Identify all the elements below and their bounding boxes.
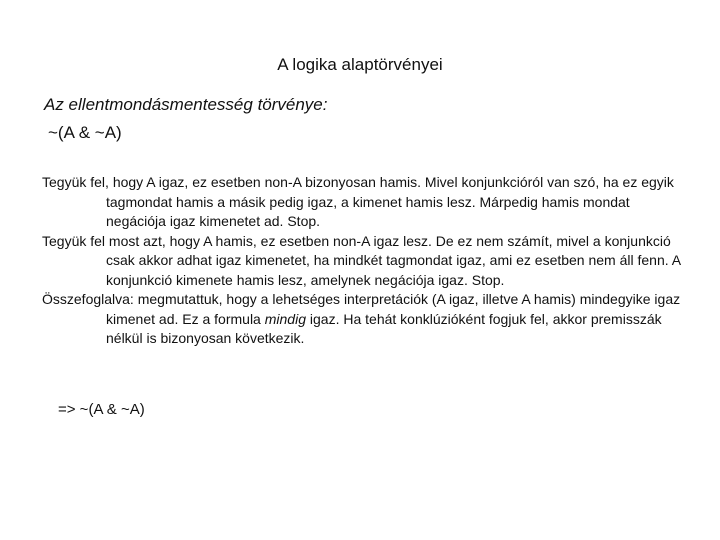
- paragraph-a-false: Tegyük fel most azt, hogy A hamis, ez esetben non-A igaz lesz. De ez nem számít, mivel a konjunkció csak akkor adhat igaz kimenetet, ha mindkét tagmondat igaz, ami ez esetben nem áll fenn. A konjunkció kimenete hamis lesz, amelynek negációja igaz. Stop.: [42, 232, 681, 288]
- law-heading: Az ellentmondásmentesség törvénye:: [44, 95, 328, 114]
- summary-emphasis: mindig: [264, 310, 306, 327]
- summary-text-after: igaz. Ha tehát konklúzióként fogjuk fel, akkor premisszák nélkül is bizonyosan következik.: [106, 310, 662, 346]
- paragraph-a-true: Tegyük fel, hogy A igaz, ez esetben non-A bizonyosan hamis. Mivel konjunkcióról van szó, ha ez egyik tagmondat hamis a másik pedig igaz, a kimenet hamis lesz. Márpedig hamis mondat negációja igaz kimenetet ad. Stop.: [42, 174, 674, 229]
- law-formula: ~(A & ~A): [48, 123, 122, 142]
- explanation-body: [42, 173, 692, 349]
- slide-title-text: A logika alaptörvényei: [277, 55, 443, 74]
- slide-title: [0, 55, 720, 75]
- summary-text-before: Összefoglalva: megmutattuk, hogy a lehetséges interpretációk (A igaz, illetve A hamis) mindegyike igaz kimenet ad. Ez a formula: [42, 291, 681, 327]
- paragraph-summary: [42, 290, 692, 349]
- conclusion-formula: => ~(A & ~A): [58, 401, 145, 418]
